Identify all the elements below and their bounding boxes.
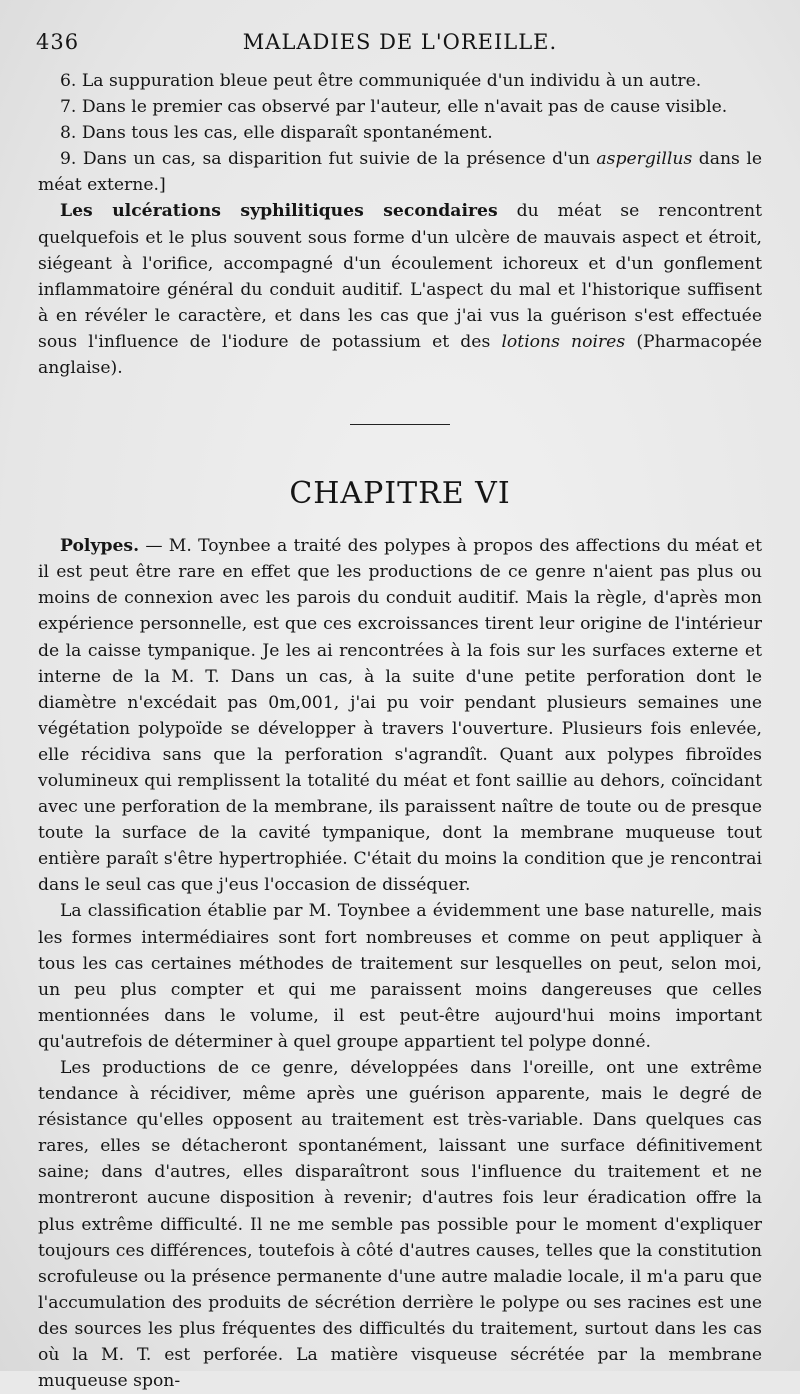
list-item-9 — [38, 146, 762, 198]
section-divider — [350, 424, 450, 425]
running-title: MALADIES DE L'OREILLE. — [242, 30, 558, 54]
polypes-paragraph — [38, 533, 762, 898]
polypes-text: — M. Toynbee a traité des polypes à propos des affections du méat et il est peut être rare en effet que les productions de ce genre n'aient pas plus ou moins de connexion avec les parois du conduit auditif. Mais la règle, d'après mon expérience personnelle, est que ces excroissances tirent leur origine de l'intérieur de la caisse tympanique. Je les ai rencontrées à la fois sur les surfaces externe et interne de la M. T. Dans un cas, à la suite d'une petite perforation dont le diamètre n'excédait pas 0m,001, j'ai pu voir pendant plusieurs semaines une végétation polypoïde se développer à travers l'ouverture. Plusieurs fois enlevée, elle récidiva sans que la perforation s'agrandît. Quant aux polypes fibroïdes volumineux qui remplissent la totalité du méat et font saillie au dehors, coïncidant avec une perforation de la membrane, ils paraissent naître de toute ou de presque toute la surface de la cavité tympanique, dont la membrane muqueuse tout entière paraît s'être hypertrophiée. C'était du moins la condition que je rencontrai dans le seul cas que j'eus l'occasion de disséquer. — [38, 536, 762, 896]
page-header — [36, 30, 764, 64]
classification-paragraph: La classification établie par M. Toynbee a évidemment une base naturelle, mais les formes intermédiaires sont fort nombreuses et comme on peut appliquer à tous les cas certaines méthodes de traitement sur lesquelles on peut, selon moi, un peu plus compter et qui me paraissent moins dangereuses que celles mentionnées dans le volume, il est peut-être aujourd'hui moins important qu'autrefois de déterminer à quel groupe appartient tel polype donné. — [38, 901, 762, 1052]
syphilis-text: du méat se rencontrent quelquefois et le plus souvent sous forme d'un ulcère de mauvais aspect et étroit, siégeant à l'orifice, accompagné d'un écoulement ichoreux et d'un gonflement inflammatoire général du conduit auditif. L'aspect du mal et l'historique suffisent à en révéler le caractère, et dans les cas que j'ai vus la guérison s'est effectuée sous l'influence de l'iodure de potassium et des — [38, 201, 763, 352]
syphilis-heading: Les ulcérations syphilitiques secondaires — [60, 201, 498, 222]
syphilis-after: (Pharmacopée anglaise). — [38, 331, 762, 379]
page-body — [38, 68, 762, 1394]
syphilis-italic: lotions noires — [501, 331, 626, 352]
chapter-title: CHAPITRE VI — [289, 476, 511, 512]
list-item: 7. Dans le premier cas observé par l'auteur, elle n'avait pas de cause visible. — [60, 97, 728, 118]
syphilis-paragraph — [38, 198, 762, 381]
list-item: 8. Dans tous les cas, elle disparaît spontanément. — [60, 123, 493, 144]
item9-after: dans le méat externe.] — [38, 149, 762, 196]
polypes-heading: Polypes. — [60, 536, 140, 557]
item9-text: 9. Dans un cas, sa disparition fut suivie de la présence d'un — [60, 149, 597, 170]
item9-italic: aspergillus — [596, 149, 693, 170]
list-item: 6. La suppuration bleue peut être communiquée d'un individu à un autre. — [60, 71, 702, 91]
page-number: 436 — [36, 30, 80, 54]
productions-paragraph: Les productions de ce genre, développées dans l'oreille, ont une extrême tendance à récidiver, même après une guérison apparente, mais le degré de résistance qu'elles opposent au traitement est très-variable. Dans quelques cas rares, elles se détacheront spontanément, laissant une surface définitivement saine; dans d'autres, elles disparaîtront sous l'influence du traitement et ne montreront aucune disposition à revenir; d'autres fois leur éradication offre la plus extrême difficulté. Il ne me semble pas possible pour le moment d'expliquer toujours ces différences, toutefois à côté d'autres causes, telles que la constitution scrofuleuse ou la présence permanente d'une autre maladie locale, il m'a paru que l'accumulation des produits de sécrétion derrière le polype ou ses racines est une des sources les plus fréquentes des difficultés du traitement, surtout dans les cas où la M. T. est perforée. La matière visqueuse sécrétée par la membrane muqueuse spon- — [38, 1058, 762, 1392]
